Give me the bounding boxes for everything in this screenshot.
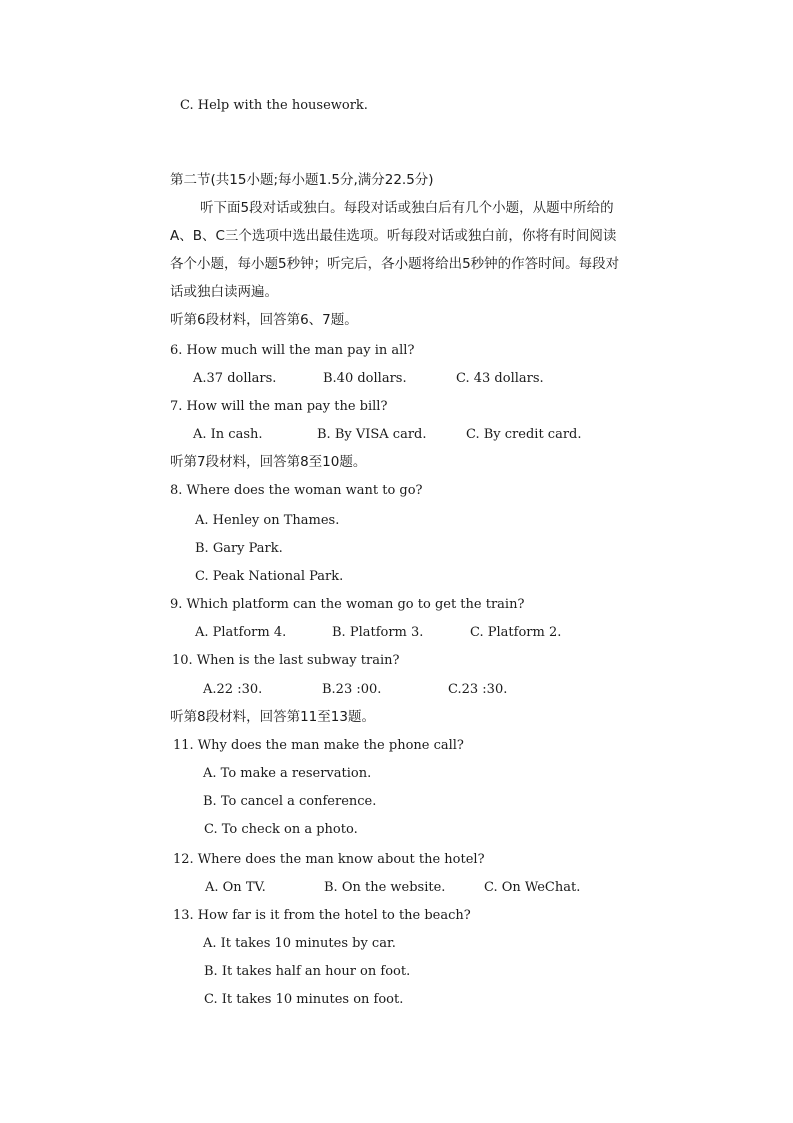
question-11-option-c: C. To check on a photo. bbox=[204, 822, 358, 837]
question-11-option-b: B. To cancel a conference. bbox=[203, 794, 377, 809]
prev-question-option-c: C. Help with the housework. bbox=[180, 98, 368, 113]
question-10-option-b: B.23 :00. bbox=[322, 682, 382, 697]
instruction-line-1: 听下面5段对话或独白。每段对话或独白后有几个小题，从题中所给的 bbox=[200, 200, 614, 216]
question-7: 7. How will the man pay the bill? bbox=[170, 399, 388, 414]
question-6-option-c: C. 43 dollars. bbox=[456, 371, 544, 386]
question-13-option-c: C. It takes 10 minutes on foot. bbox=[204, 992, 404, 1007]
question-10-option-c: C.23 :30. bbox=[448, 682, 508, 697]
question-13: 13. How far is it from the hotel to the beach? bbox=[173, 908, 471, 923]
question-8-option-c: C. Peak National Park. bbox=[195, 569, 344, 584]
question-11: 11. Why does the man make the phone call? bbox=[173, 738, 464, 753]
question-8-option-a: A. Henley on Thames. bbox=[195, 513, 340, 528]
section-title: 第二节(共15小题;每小题1.5分,满分22.5分) bbox=[170, 172, 434, 188]
question-6: 6. How much will the man pay in all? bbox=[170, 343, 415, 358]
question-9-option-a: A. Platform 4. bbox=[195, 625, 287, 640]
question-7-option-a: A. In cash. bbox=[193, 427, 263, 442]
question-9-option-b: B. Platform 3. bbox=[332, 625, 424, 640]
group-heading-8: 听第8段材料，回答第11至13题。 bbox=[170, 709, 375, 725]
question-12-option-c: C. On WeChat. bbox=[484, 880, 581, 895]
question-6-option-b: B.40 dollars. bbox=[323, 371, 407, 386]
instruction-line-3: 各个小题，每小题5秒钟；听完后，各小题将给出5秒钟的作答时间。每段对 bbox=[170, 256, 620, 272]
question-8: 8. Where does the woman want to go? bbox=[170, 483, 423, 498]
question-12-option-b: B. On the website. bbox=[324, 880, 446, 895]
question-12: 12. Where does the man know about the hotel? bbox=[173, 852, 485, 867]
question-6-option-a: A.37 dollars. bbox=[193, 371, 277, 386]
question-11-option-a: A. To make a reservation. bbox=[203, 766, 372, 781]
question-13-option-a: A. It takes 10 minutes by car. bbox=[203, 936, 396, 951]
question-13-option-b: B. It takes half an hour on foot. bbox=[204, 964, 411, 979]
question-8-option-b: B. Gary Park. bbox=[195, 541, 283, 556]
question-9-option-c: C. Platform 2. bbox=[470, 625, 562, 640]
instruction-line-2: A、B、C三个选项中选出最佳选项。听每段对话或独白前，你将有时间阅读 bbox=[170, 228, 617, 244]
question-10: 10. When is the last subway train? bbox=[172, 653, 400, 668]
instruction-line-4: 话或独白读两遍。 bbox=[170, 284, 278, 300]
group-heading-6: 听第6段材料，回答第6、7题。 bbox=[170, 312, 358, 328]
question-7-option-b: B. By VISA card. bbox=[317, 427, 427, 442]
question-9: 9. Which platform can the woman go to get the train? bbox=[170, 597, 525, 612]
group-heading-7: 听第7段材料，回答第8至10题。 bbox=[170, 454, 367, 470]
question-10-option-a: A.22 :30. bbox=[203, 682, 263, 697]
question-12-option-a: A. On TV. bbox=[205, 880, 266, 895]
question-7-option-c: C. By credit card. bbox=[466, 427, 582, 442]
